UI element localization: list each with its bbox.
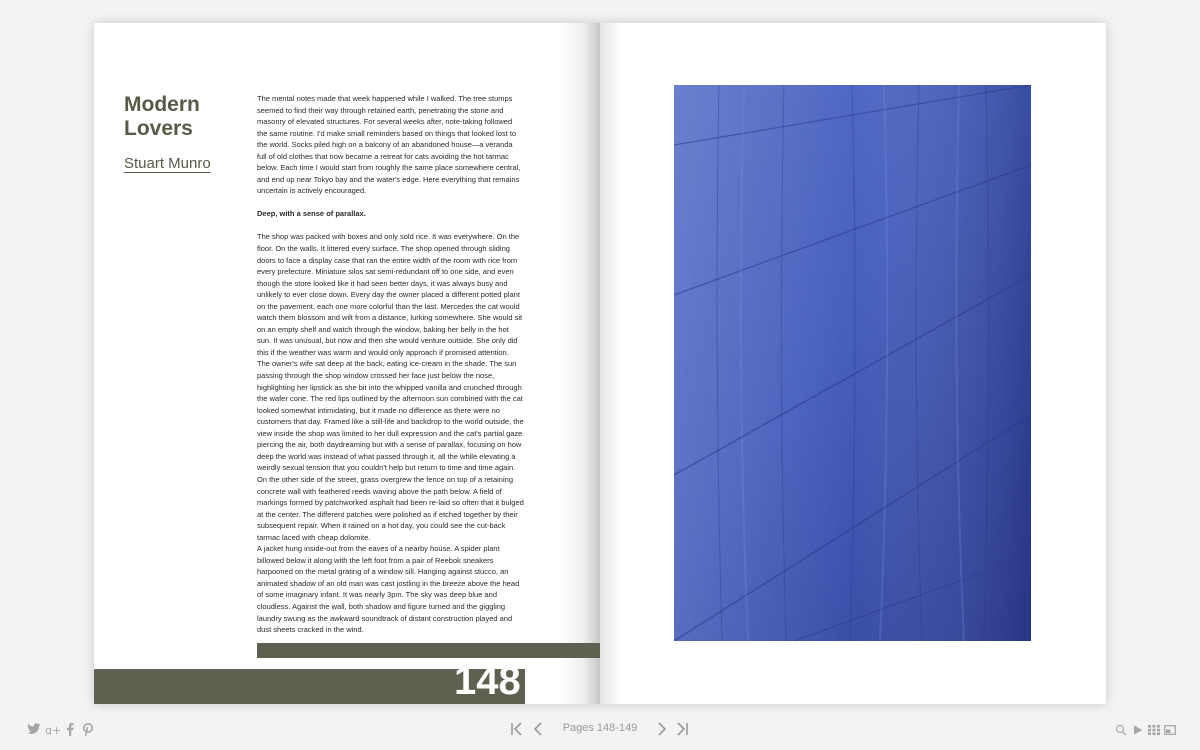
page-number: 148 bbox=[454, 659, 521, 703]
play-icon[interactable] bbox=[1130, 722, 1146, 738]
left-gutter-shadow bbox=[560, 23, 600, 704]
body-paragraph: A jacket hung inside-out from the eaves of a nearby house. A spider plant billowed below it along with the left foot from a pair of Reebok sneakers harpooned on the metal grating of a window sill. Hanging against stucco, an animated shadow of an old man was cast jostling in the breeze above the head of some imaginary infant. It was nearly 3pm. The sky was deep blue and cloudless. Against the wall, both shadow and figure turned and the giggling laundry swung as the awkward soundtrack of distant construction played and dust sheets cracked in the wind. bbox=[257, 544, 520, 635]
magazine-spread bbox=[94, 23, 1106, 704]
bottom-toolbar bbox=[0, 716, 1200, 744]
body-paragraph: On the other side of the street, grass overgrew the fence on top of a retaining concrete wall with feathered reeds waving above the path below. A field of markings formed by patchworked asphalt had been re-laid so often that it bulged at the center. The different patches were polished as if etched together by their subsequent repair. When it rained on a hot day, you could see the cut-back tarmac laced with cheap dolomite. bbox=[257, 474, 524, 542]
next-page-icon[interactable] bbox=[654, 721, 670, 737]
article-body bbox=[257, 93, 524, 636]
grid-icon[interactable] bbox=[1146, 722, 1162, 738]
body-paragraph: The shop was packed with boxes and only sold rice. It was everywhere. On the floor. On the walls. It littered every surface. The shop opened through sliding doors to face a display case that ran the entire width of the room with rice from every prefecture. Miniature silos sat semi-redundant off to one side, and even though the store looked like it had seen better days, it was always busy and unlikely to ever close down. Every day the owner placed a different potted plant on the pavement, each one more colorful than the last. Mercedes the cat would watch them blossom and wilt from a distance, lurking somewhere. She would sit on an empty shelf and watch through the window, baking her belly in the hot sun. It was unusual, but now and then she would venture outside. She only did this if the weather was warm and would only approach if promised attention. bbox=[257, 232, 523, 357]
blue-tarp-photo bbox=[674, 85, 1031, 641]
facebook-icon[interactable] bbox=[62, 721, 78, 737]
photo-artwork bbox=[674, 85, 1031, 641]
right-page[interactable] bbox=[600, 23, 1106, 704]
right-gutter-shadow bbox=[600, 23, 622, 704]
body-paragraph: The mental notes made that week happened while I walked. The tree stumps seemed to find their way through retained earth, penetrating the stone and masonry of elevated structures. For several weeks after, note-taking followed the same routine. I'd make small reminders based on things that looked lost to the world. Socks piled high on a balcony of an abandoned house—a veranda full of old clothes that now became a retreat for cats avoiding the hot tarmac below. Each time I would start from roughly the same place somewhere central, and end up near Tokyo bay and the water's edge. Here everything that remains uncertain is actively encouraged. bbox=[257, 94, 521, 196]
body-paragraph: The owner's wife sat deep at the back, eating ice-cream in the shade. The sun passing through the shop window crossed her face just below the nose, highlighting her lipstick as she bit into the whipped vanilla and crunched through the wafer cone. The red lips outlined by the afternoon sun combined with the cat looked somewhat intimidating, but it made no difference as there were no customers that day. Framed like a still-life and backdrop to the world outside, the view inside the shop was limited to her dull expression and the cat's partial gaze piercing the air, both daydreaming but with a sense of parallax, focusing on how deep the world was instead of what passed through it, all the while elevating a weirdly sexual tension that you couldn't help but return to time and time again. bbox=[257, 359, 524, 473]
last-page-icon[interactable] bbox=[674, 721, 690, 737]
page-indicator: Pages 148-149 bbox=[562, 722, 638, 734]
fullscreen-icon[interactable] bbox=[1162, 722, 1178, 738]
search-icon[interactable] bbox=[1113, 722, 1129, 738]
left-page[interactable] bbox=[94, 23, 600, 704]
author-link[interactable]: Stuart Munro bbox=[124, 155, 211, 172]
svg-text:g+: g+ bbox=[45, 724, 61, 735]
footer-band-top bbox=[257, 643, 600, 658]
first-page-icon[interactable] bbox=[509, 721, 525, 737]
subheading: Deep, with a sense of parallax. bbox=[257, 209, 366, 219]
previous-page-icon[interactable] bbox=[530, 721, 546, 737]
article-title: Modern Lovers bbox=[124, 93, 200, 140]
pinterest-icon[interactable] bbox=[80, 721, 96, 737]
twitter-icon[interactable] bbox=[26, 721, 42, 737]
google-plus-icon[interactable] bbox=[45, 721, 61, 737]
